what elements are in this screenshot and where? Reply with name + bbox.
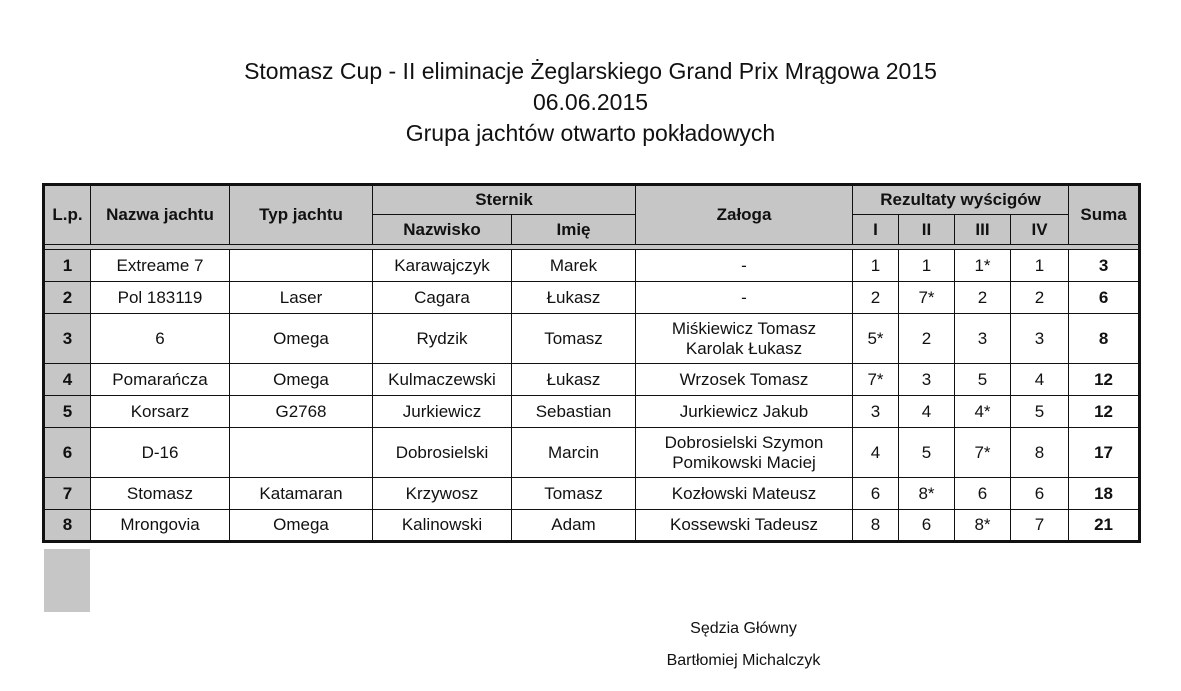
col-group-results: Rezultaty wyścigów: [853, 185, 1069, 215]
cell-race-2: 3: [899, 364, 955, 396]
crew-member: Pomikowski Maciej: [672, 452, 816, 472]
cell-sum: 12: [1069, 396, 1140, 428]
cell-race-2: 1: [899, 250, 955, 282]
cell-sum: 17: [1069, 428, 1140, 478]
cell-surname: Jurkiewicz: [373, 396, 512, 428]
cell-crew: [636, 510, 853, 542]
cell-surname: Karawajczyk: [373, 250, 512, 282]
cell-yacht-type: Omega: [230, 364, 373, 396]
crew-member: Dobrosielski Szymon: [664, 432, 824, 452]
cell-first-name: Tomasz: [512, 314, 636, 364]
cell-yacht-name: 6: [91, 314, 230, 364]
cell-race-4: 8: [1011, 428, 1069, 478]
cell-race-2: 4: [899, 396, 955, 428]
crew-member: Jurkiewicz Jakub: [679, 401, 809, 421]
cell-race-1: 1: [853, 250, 899, 282]
event-date: 06.06.2015: [532, 89, 649, 115]
col-header-race-4: IV: [1011, 215, 1069, 245]
cell-race-4: 5: [1011, 396, 1069, 428]
cell-surname: Krzywosz: [373, 478, 512, 510]
cell-first-name: Łukasz: [512, 364, 636, 396]
col-header-race-1: I: [853, 215, 899, 245]
cell-race-2: 5: [899, 428, 955, 478]
cell-yacht-name: Stomasz: [91, 478, 230, 510]
cell-surname: Kulmaczewski: [373, 364, 512, 396]
cell-race-1: 5*: [853, 314, 899, 364]
table-row: [44, 428, 1140, 478]
cell-lp: 8: [44, 510, 91, 542]
cell-yacht-type: Omega: [230, 510, 373, 542]
table-row: [44, 396, 1140, 428]
cell-race-4: 6: [1011, 478, 1069, 510]
cell-lp: 1: [44, 250, 91, 282]
cell-yacht-name: Korsarz: [91, 396, 230, 428]
cell-yacht-name: Pol 183119: [91, 282, 230, 314]
cell-race-2: 8*: [899, 478, 955, 510]
cell-race-3: 1*: [955, 250, 1011, 282]
cell-race-2: 6: [899, 510, 955, 542]
cell-yacht-name: Mrongovia: [91, 510, 230, 542]
crew-member: Kozłowski Mateusz: [671, 483, 817, 503]
table-row: [44, 250, 1140, 282]
cell-crew: [636, 250, 853, 282]
cell-lp: 6: [44, 428, 91, 478]
cell-sum: 12: [1069, 364, 1140, 396]
cell-sum: 18: [1069, 478, 1140, 510]
cell-sum: 8: [1069, 314, 1140, 364]
cell-lp: 4: [44, 364, 91, 396]
table-body: [44, 250, 1140, 542]
col-header-yacht-type: Typ jachtu: [230, 185, 373, 245]
table-row: [44, 314, 1140, 364]
results-table: [42, 183, 1141, 543]
cell-race-4: 7: [1011, 510, 1069, 542]
gray-filler-block: [44, 549, 90, 612]
cell-surname: Dobrosielski: [373, 428, 512, 478]
crew-member: -: [741, 255, 747, 275]
cell-race-1: 4: [853, 428, 899, 478]
cell-yacht-name: D-16: [91, 428, 230, 478]
table-row: [44, 478, 1140, 510]
cell-crew: [636, 282, 853, 314]
cell-race-3: 2: [955, 282, 1011, 314]
table-row: [44, 510, 1140, 542]
col-header-race-3: III: [955, 215, 1011, 245]
cell-sum: 6: [1069, 282, 1140, 314]
cell-race-4: 1: [1011, 250, 1069, 282]
crew-member: Karolak Łukasz: [685, 338, 803, 358]
cell-lp: 7: [44, 478, 91, 510]
cell-first-name: Marcin: [512, 428, 636, 478]
col-header-yacht-name: Nazwa jachtu: [91, 185, 230, 245]
cell-race-4: 3: [1011, 314, 1069, 364]
cell-race-4: 2: [1011, 282, 1069, 314]
cell-yacht-type: Omega: [230, 314, 373, 364]
crew-member: Wrzosek Tomasz: [679, 369, 809, 389]
cell-crew: [636, 478, 853, 510]
table-row: [44, 364, 1140, 396]
judge-name: Bartłomiej Michalczyk: [666, 652, 821, 669]
group-subtitle: Grupa jachtów otwarto pokładowych: [405, 120, 776, 146]
table-row: [44, 282, 1140, 314]
crew-member: Kossewski Tadeusz: [669, 515, 819, 534]
cell-race-1: 2: [853, 282, 899, 314]
cell-surname: Kalinowski: [373, 510, 512, 542]
cell-crew: [636, 364, 853, 396]
col-header-sum: Suma: [1069, 185, 1140, 245]
col-group-helmsman: Sternik: [373, 185, 636, 215]
document-header: [0, 56, 1181, 149]
cell-crew: [636, 314, 853, 364]
cell-crew: [636, 396, 853, 428]
cell-race-2: 2: [899, 314, 955, 364]
cell-yacht-type: G2768: [230, 396, 373, 428]
cell-lp: 3: [44, 314, 91, 364]
cell-first-name: Marek: [512, 250, 636, 282]
col-header-surname: Nazwisko: [373, 215, 512, 245]
cell-race-2: 7*: [899, 282, 955, 314]
judge-role: Sędzia Główny: [690, 620, 797, 637]
cell-yacht-type: Katamaran: [230, 478, 373, 510]
cell-race-3: 5: [955, 364, 1011, 396]
cell-sum: 21: [1069, 510, 1140, 542]
cell-yacht-name: Pomarańcza: [91, 364, 230, 396]
cell-yacht-type: [230, 428, 373, 478]
cell-race-4: 4: [1011, 364, 1069, 396]
cell-sum: 3: [1069, 250, 1140, 282]
cell-first-name: Adam: [512, 510, 636, 542]
cell-race-1: 7*: [853, 364, 899, 396]
cell-race-3: 8*: [955, 510, 1011, 542]
col-header-first-name: Imię: [512, 215, 636, 245]
cell-lp: 5: [44, 396, 91, 428]
cell-surname: Rydzik: [373, 314, 512, 364]
cell-race-3: 7*: [955, 428, 1011, 478]
cell-first-name: Łukasz: [512, 282, 636, 314]
cell-yacht-type: Laser: [230, 282, 373, 314]
cell-lp: 2: [44, 282, 91, 314]
cell-race-1: 6: [853, 478, 899, 510]
cell-crew: [636, 428, 853, 478]
cell-race-1: 8: [853, 510, 899, 542]
cell-yacht-type: [230, 250, 373, 282]
cell-first-name: Tomasz: [512, 478, 636, 510]
cell-race-3: 4*: [955, 396, 1011, 428]
cell-first-name: Sebastian: [512, 396, 636, 428]
table-header: [44, 185, 1140, 250]
page-title: Stomasz Cup - II eliminacje Żeglarskiego Grand Prix Mrągowa 2015: [244, 58, 937, 84]
crew-member: Miśkiewicz Tomasz: [671, 318, 817, 338]
cell-race-3: 3: [955, 314, 1011, 364]
cell-yacht-name: Extreame 7: [91, 250, 230, 282]
col-header-race-2: II: [899, 215, 955, 245]
cell-race-1: 3: [853, 396, 899, 428]
col-header-lp: L.p.: [44, 185, 91, 245]
crew-member: -: [741, 287, 747, 307]
cell-surname: Cagara: [373, 282, 512, 314]
cell-race-3: 6: [955, 478, 1011, 510]
col-header-crew: Załoga: [636, 185, 853, 245]
